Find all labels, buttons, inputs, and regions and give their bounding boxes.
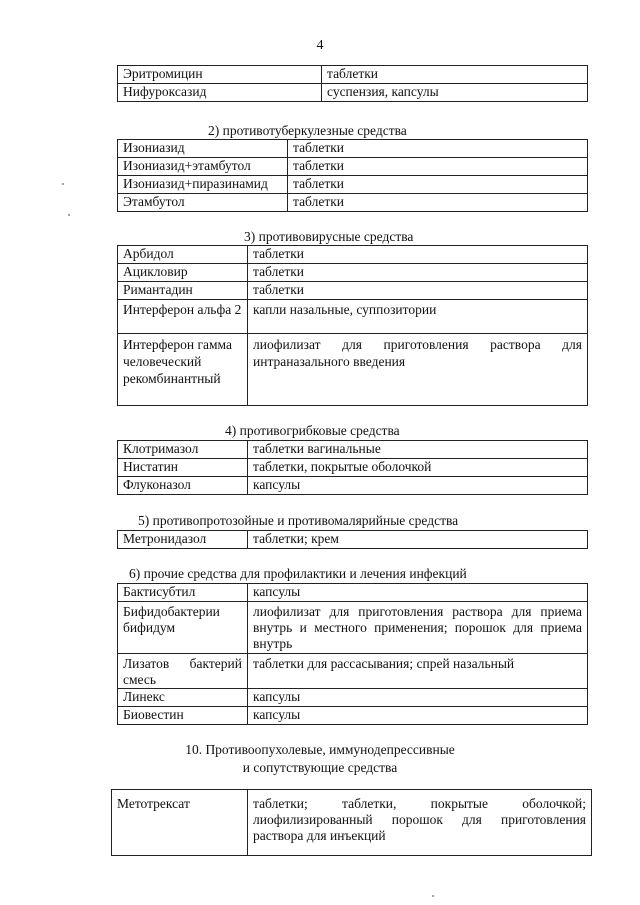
table-antiviral (117, 245, 588, 406)
section-heading-antifungal: 4) противогрибковые средства (225, 423, 400, 438)
table-row (118, 282, 588, 300)
drug-name: Бактисубтил (118, 584, 248, 602)
table-row (118, 531, 588, 549)
drug-form: капсулы (248, 477, 588, 495)
table-row (118, 689, 588, 707)
table-row (118, 602, 588, 654)
drug-form: таблетки (288, 194, 588, 212)
table-row (118, 140, 588, 158)
section-heading-antituberculosis: 2) противотуберкулезные средства (208, 123, 407, 138)
section-heading-antineoplastic-line1: 10. Противоопухолевые, иммунодепрессивные (185, 742, 455, 757)
drug-form: таблетки вагинальные (248, 441, 588, 459)
drug-name: Бифидобактерии бифидум (118, 602, 248, 654)
drug-form: таблетки, покрытые оболочкой (248, 459, 588, 477)
drug-form: суспензия, капсулы (322, 84, 588, 102)
drug-name: Эритромицин (118, 66, 322, 84)
drug-form: таблетки (288, 158, 588, 176)
drug-name: Римантадин (118, 282, 248, 300)
drug-name: Этамбутол (118, 194, 288, 212)
drug-name: Ацикловир (118, 264, 248, 282)
drug-form: таблетки (288, 176, 588, 194)
drug-form: таблетки (288, 140, 588, 158)
table-antibacterial-continued (117, 65, 588, 102)
section-heading-antiprotozoal: 5) противопротозойные и противомалярийные средства (138, 513, 459, 528)
drug-name: Лизатов бактерий смесь (118, 654, 248, 689)
drug-form: таблетки (322, 66, 588, 84)
drug-form: таблетки для рассасывания; спрей назальный (248, 654, 588, 689)
drug-name: Метронидазол (118, 531, 248, 549)
drug-form: таблетки (248, 246, 588, 264)
table-row (118, 300, 588, 334)
drug-form: капсулы (248, 689, 588, 707)
scan-speck (68, 214, 70, 216)
table-row (118, 707, 588, 725)
scan-speck (432, 895, 434, 897)
table-row (112, 790, 592, 856)
table-row (118, 264, 588, 282)
drug-form: таблетки; крем (248, 531, 588, 549)
drug-form: капсулы (248, 707, 588, 725)
drug-name: Интерферон альфа 2 (118, 300, 248, 334)
drug-form: таблетки (248, 282, 588, 300)
section-heading-antiviral: 3) противовирусные средства (244, 229, 414, 244)
page-number: 4 (316, 38, 324, 53)
drug-name: Нистатин (118, 459, 248, 477)
table-row (118, 584, 588, 602)
drug-name: Линекс (118, 689, 248, 707)
drug-name: Нифуроксазид (118, 84, 322, 102)
drug-form: капли назальные, суппозитории (248, 300, 588, 334)
table-antituberculosis (117, 139, 588, 212)
drug-name: Изониазид+пиразинамид (118, 176, 288, 194)
drug-name: Изониазид (118, 140, 288, 158)
drug-name: Метотрексат (112, 790, 248, 856)
table-row (118, 477, 588, 495)
table-row (118, 654, 588, 689)
drug-name: Биовестин (118, 707, 248, 725)
drug-name: Флуконазол (118, 477, 248, 495)
table-antifungal (117, 440, 588, 495)
table-antiprotozoal (117, 530, 588, 549)
drug-name: Арбидол (118, 246, 248, 264)
table-row (118, 158, 588, 176)
section-heading-antineoplastic-line2: и сопутствующие средства (242, 760, 398, 775)
scan-speck (62, 183, 64, 185)
table-row (118, 334, 588, 406)
drug-name: Клотримазол (118, 441, 248, 459)
table-row (118, 176, 588, 194)
drug-name: Изониазид+этамбутол (118, 158, 288, 176)
drug-form: таблетки (248, 264, 588, 282)
drug-form: таблетки; таблетки, покрытые оболочкой; лиофилизированный порошок для приготовления раствора для инъекций (248, 790, 592, 856)
table-row (118, 246, 588, 264)
table-antineoplastic (111, 789, 592, 856)
table-row (118, 459, 588, 477)
drug-name: Интерферон гамма человеческий рекомбинантный (118, 334, 248, 406)
drug-form: капсулы (248, 584, 588, 602)
table-row (118, 441, 588, 459)
section-heading-other-anti-infective: 6) прочие средства для профилактики и лечения инфекций (129, 566, 467, 581)
drug-form: лиофилизат для приготовления раствора для приема внутрь и местного применения; порошок для приема внутрь (248, 602, 588, 654)
table-row (118, 194, 588, 212)
table-other-anti-infective (117, 583, 588, 725)
table-row (118, 84, 588, 102)
table-row (118, 66, 588, 84)
drug-form: лиофилизат для приготовления раствора для интраназального введения (248, 334, 588, 406)
